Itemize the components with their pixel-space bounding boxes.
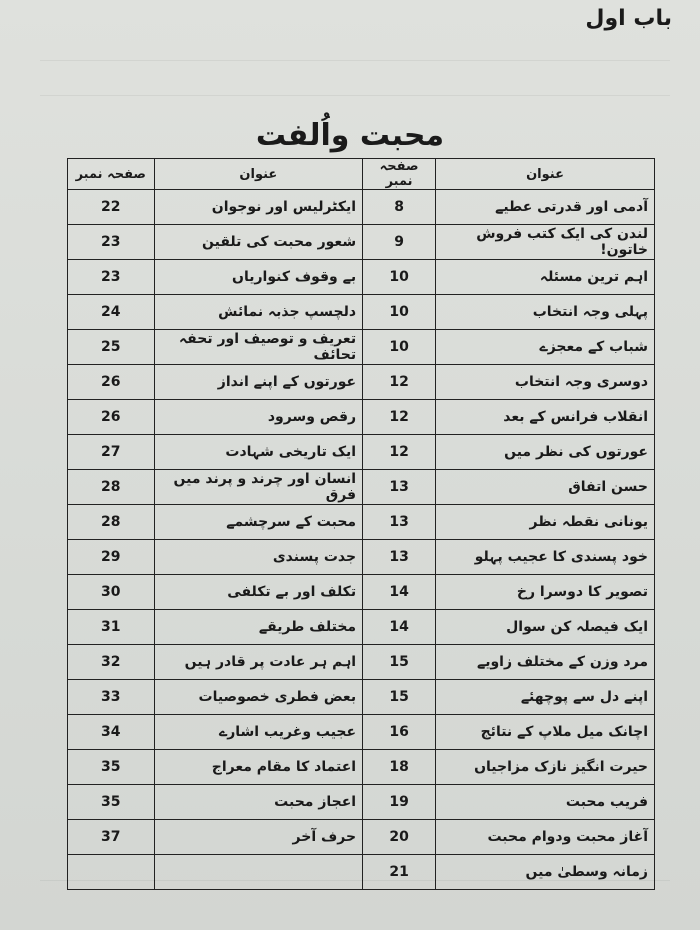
- row-title-left: دلچسپ جذبہ نمائش: [154, 295, 363, 330]
- row-title-right: پہلی وجہ انتخاب: [436, 295, 655, 330]
- row-title-right: یونانی نقطہ نظر: [436, 505, 655, 540]
- table-row: [68, 470, 655, 505]
- row-page-right: 8: [363, 190, 436, 225]
- row-title-left: جدت پسندی: [154, 540, 363, 575]
- row-page-left: 37: [68, 820, 155, 855]
- row-title-left: عجیب وغریب اشارے: [154, 715, 363, 750]
- row-page-right: 12: [363, 365, 436, 400]
- row-title-right: آغاز محبت ودوام محبت: [436, 820, 655, 855]
- row-page-left: 35: [68, 785, 155, 820]
- row-title-right: لندن کی ایک کتب فروش خاتون!: [436, 225, 655, 260]
- row-page-left: 23: [68, 225, 155, 260]
- row-page-right: 10: [363, 260, 436, 295]
- row-title-left: [154, 855, 363, 890]
- table-row: [68, 855, 655, 890]
- bleed-through-line: [40, 60, 670, 61]
- bleed-through-line: [40, 95, 670, 96]
- row-page-right: 18: [363, 750, 436, 785]
- row-page-right: 9: [363, 225, 436, 260]
- table-row: [68, 505, 655, 540]
- row-title-left: شعور محبت کی تلقین: [154, 225, 363, 260]
- row-page-left: 23: [68, 260, 155, 295]
- row-title-right: آدمی اور قدرتی عطیے: [436, 190, 655, 225]
- row-title-left: اہم ہر عادت پر قادر ہیں: [154, 645, 363, 680]
- row-title-right: حیرت انگیز نازک مزاجیاں: [436, 750, 655, 785]
- row-title-left: محبت کے سرچشمے: [154, 505, 363, 540]
- table-row: [68, 575, 655, 610]
- row-title-left: بعض فطری خصوصیات: [154, 680, 363, 715]
- row-page-left: 28: [68, 470, 155, 505]
- row-title-right: حسن اتفاق: [436, 470, 655, 505]
- row-page-left: 33: [68, 680, 155, 715]
- row-title-left: اعجاز محبت: [154, 785, 363, 820]
- row-title-left: ایکٹرلیس اور نوجوان: [154, 190, 363, 225]
- row-title-right: خود پسندی کا عجیب پہلو: [436, 540, 655, 575]
- row-title-right: زمانہ وسطیٰ میں: [436, 855, 655, 890]
- row-page-right: 12: [363, 400, 436, 435]
- row-page-right: 10: [363, 330, 436, 365]
- row-page-left: 29: [68, 540, 155, 575]
- row-title-left: بے وقوف کنواریاں: [154, 260, 363, 295]
- header-page-right: صفحہ نمبر: [363, 159, 436, 190]
- header-title-left: عنوان: [154, 159, 363, 190]
- row-page-right: 10: [363, 295, 436, 330]
- table-header-row: [68, 159, 655, 190]
- table-row: [68, 750, 655, 785]
- row-title-right: دوسری وجہ انتخاب: [436, 365, 655, 400]
- contents-table: [67, 158, 655, 890]
- table-row: [68, 540, 655, 575]
- row-title-right: تصویر کا دوسرا رخ: [436, 575, 655, 610]
- row-title-left: تکلف اور بے تکلفی: [154, 575, 363, 610]
- row-title-left: رقص وسرود: [154, 400, 363, 435]
- row-page-right: 14: [363, 610, 436, 645]
- row-page-left: 30: [68, 575, 155, 610]
- row-title-left: حرف آخر: [154, 820, 363, 855]
- table-row: [68, 295, 655, 330]
- row-page-left: 34: [68, 715, 155, 750]
- table-row: [68, 365, 655, 400]
- table-row: [68, 645, 655, 680]
- table-row: [68, 260, 655, 295]
- row-page-left: 24: [68, 295, 155, 330]
- row-page-right: 21: [363, 855, 436, 890]
- row-page-left: 31: [68, 610, 155, 645]
- row-page-right: 15: [363, 645, 436, 680]
- row-title-right: اچانک میل ملاپ کے نتائج: [436, 715, 655, 750]
- row-page-left: 25: [68, 330, 155, 365]
- row-page-left: 26: [68, 400, 155, 435]
- header-page-left: صفحہ نمبر: [68, 159, 155, 190]
- table-row: [68, 435, 655, 470]
- row-title-right: عورتوں کی نظر میں: [436, 435, 655, 470]
- table-row: [68, 785, 655, 820]
- row-page-right: 19: [363, 785, 436, 820]
- row-page-left: 27: [68, 435, 155, 470]
- table-row: [68, 190, 655, 225]
- row-title-right: ایک فیصلہ کن سوال: [436, 610, 655, 645]
- table-row: [68, 715, 655, 750]
- table-row: [68, 610, 655, 645]
- row-page-left: 22: [68, 190, 155, 225]
- table-row: [68, 400, 655, 435]
- row-page-left: 35: [68, 750, 155, 785]
- table-row: [68, 820, 655, 855]
- row-page-right: 20: [363, 820, 436, 855]
- table-row: [68, 680, 655, 715]
- row-title-left: ایک تاریخی شہادت: [154, 435, 363, 470]
- table-row: [68, 330, 655, 365]
- header-title-right: عنوان: [436, 159, 655, 190]
- chapter-heading: باب اول: [585, 6, 672, 31]
- row-title-right: شباب کے معجزے: [436, 330, 655, 365]
- row-title-left: مختلف طریقے: [154, 610, 363, 645]
- row-page-right: 13: [363, 540, 436, 575]
- row-page-right: 16: [363, 715, 436, 750]
- row-page-right: 13: [363, 470, 436, 505]
- row-title-left: اعتماد کا مقام معراج: [154, 750, 363, 785]
- row-title-right: اپنے دل سے پوچھئے: [436, 680, 655, 715]
- row-title-left: انسان اور چرند و پرند میں فرق: [154, 470, 363, 505]
- row-title-right: فریب محبت: [436, 785, 655, 820]
- row-page-right: 14: [363, 575, 436, 610]
- row-page-left: 32: [68, 645, 155, 680]
- row-page-right: 13: [363, 505, 436, 540]
- row-title-right: مرد وزن کے مختلف زاویے: [436, 645, 655, 680]
- table-row: [68, 225, 655, 260]
- row-title-left: عورتوں کے اپنے انداز: [154, 365, 363, 400]
- row-page-right: 12: [363, 435, 436, 470]
- row-title-right: انقلاب فرانس کے بعد: [436, 400, 655, 435]
- page-title: محبت واُلفت: [255, 118, 445, 153]
- row-page-right: 15: [363, 680, 436, 715]
- row-page-left: 28: [68, 505, 155, 540]
- row-title-right: اہم ترین مسئلہ: [436, 260, 655, 295]
- row-page-left: [68, 855, 155, 890]
- row-title-left: تعریف و توصیف اور تحفہ تحائف: [154, 330, 363, 365]
- row-page-left: 26: [68, 365, 155, 400]
